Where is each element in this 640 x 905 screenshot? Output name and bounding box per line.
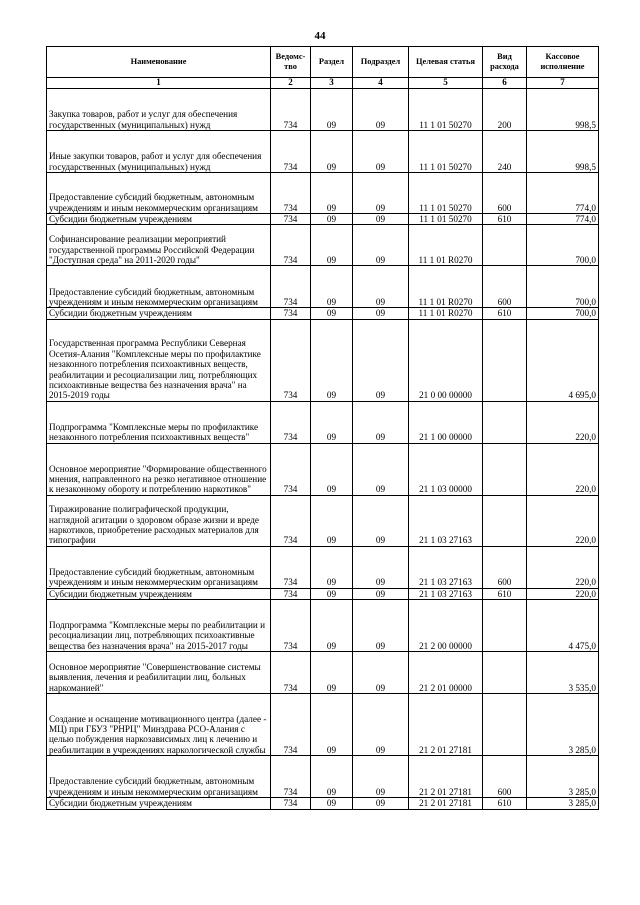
row-kind xyxy=(483,225,527,266)
row-amount: 220,0 xyxy=(527,546,599,588)
row-kind xyxy=(483,319,527,401)
row-dept: 734 xyxy=(271,495,311,546)
row-kind xyxy=(483,443,527,495)
column-number: 5 xyxy=(409,78,483,89)
row-kind xyxy=(483,600,527,652)
row-subsection: 09 xyxy=(353,401,409,443)
table-row xyxy=(47,495,599,546)
row-subsection: 09 xyxy=(353,694,409,756)
row-name: Софинансирование реализации мероприятий государственной программы Российской Федерации "Доступная среда" на 2011-2020 годы" xyxy=(47,225,271,266)
header-row xyxy=(47,47,599,78)
row-target: 21 2 01 27181 xyxy=(409,756,483,798)
table-row xyxy=(47,694,599,756)
header-section: Раздел xyxy=(311,47,353,78)
row-name: Иные закупки товаров, работ и услуг для обеспечения государственных (муниципальных) нужд xyxy=(47,131,271,173)
row-kind xyxy=(483,401,527,443)
row-subsection: 09 xyxy=(353,89,409,131)
row-target: 11 1 01 50270 xyxy=(409,131,483,173)
row-target: 21 1 03 27163 xyxy=(409,588,483,599)
row-dept: 734 xyxy=(271,319,311,401)
row-section: 09 xyxy=(311,89,353,131)
table-row xyxy=(47,173,599,214)
row-amount: 4 695,0 xyxy=(527,319,599,401)
header-subsection: Подраздел xyxy=(353,47,409,78)
row-kind: 600 xyxy=(483,266,527,308)
table-row xyxy=(47,214,599,225)
row-target: 21 1 03 27163 xyxy=(409,546,483,588)
row-kind xyxy=(483,694,527,756)
table-row xyxy=(47,652,599,694)
row-section: 09 xyxy=(311,756,353,798)
row-target: 11 1 01 50270 xyxy=(409,173,483,214)
row-amount: 3 285,0 xyxy=(527,798,599,809)
row-name: Подпрограмма "Комплексные меры по профилактике незаконного потребления психоактивных веществ" xyxy=(47,401,271,443)
row-name: Предоставление субсидий бюджетным, автономным учреждениям и иным некоммерческим организациям xyxy=(47,756,271,798)
row-target: 11 1 01 50270 xyxy=(409,214,483,225)
row-target: 11 1 01 R0270 xyxy=(409,225,483,266)
row-section: 09 xyxy=(311,495,353,546)
row-target: 21 1 03 00000 xyxy=(409,443,483,495)
row-name: Создание и оснащение мотивационного центра (далее - МЦ) при ГБУЗ "РНРЦ" Минздрава РСО-Алания с целью побуждения наркозависимых лиц к лечению и реабилитации в учреждениях наркологической службы xyxy=(47,694,271,756)
row-name: Основное мероприятие "Совершенствование системы выявления, лечения и реабилитации лиц, больных наркоманией" xyxy=(47,652,271,694)
row-dept: 734 xyxy=(271,546,311,588)
row-section: 09 xyxy=(311,131,353,173)
header-dept: Ведомс-тво xyxy=(271,47,311,78)
row-amount: 700,0 xyxy=(527,225,599,266)
row-amount: 3 285,0 xyxy=(527,694,599,756)
row-name: Предоставление субсидий бюджетным, автономным учреждениям и иным некоммерческим организациям xyxy=(47,266,271,308)
row-target: 21 2 01 27181 xyxy=(409,694,483,756)
row-target: 11 1 01 R0270 xyxy=(409,266,483,308)
row-kind: 610 xyxy=(483,214,527,225)
row-subsection: 09 xyxy=(353,214,409,225)
table-row xyxy=(47,89,599,131)
row-kind: 240 xyxy=(483,131,527,173)
row-dept: 734 xyxy=(271,756,311,798)
table-row xyxy=(47,401,599,443)
row-amount: 3 535,0 xyxy=(527,652,599,694)
row-subsection: 09 xyxy=(353,546,409,588)
row-section: 09 xyxy=(311,694,353,756)
row-kind xyxy=(483,495,527,546)
row-name: Субсидии бюджетным учреждениям xyxy=(47,588,271,599)
column-number: 6 xyxy=(483,78,527,89)
table-row xyxy=(47,546,599,588)
row-target: 21 1 03 27163 xyxy=(409,495,483,546)
row-amount: 220,0 xyxy=(527,495,599,546)
row-subsection: 09 xyxy=(353,173,409,214)
row-amount: 774,0 xyxy=(527,214,599,225)
row-kind: 610 xyxy=(483,588,527,599)
row-amount: 220,0 xyxy=(527,401,599,443)
row-amount: 774,0 xyxy=(527,173,599,214)
row-amount: 700,0 xyxy=(527,266,599,308)
row-amount: 998,5 xyxy=(527,131,599,173)
row-dept: 734 xyxy=(271,173,311,214)
column-number-row xyxy=(47,78,599,89)
row-section: 09 xyxy=(311,798,353,809)
row-kind: 610 xyxy=(483,308,527,319)
row-name: Тиражирование полиграфической продукции, наглядной агитации о здоровом образе жизни и вреде наркотиков, приобретение расходных материалов для типографии xyxy=(47,495,271,546)
table-row xyxy=(47,798,599,809)
row-dept: 734 xyxy=(271,798,311,809)
row-kind: 610 xyxy=(483,798,527,809)
row-dept: 734 xyxy=(271,131,311,173)
row-target: 21 0 00 00000 xyxy=(409,319,483,401)
row-target: 21 2 01 00000 xyxy=(409,652,483,694)
row-section: 09 xyxy=(311,443,353,495)
row-amount: 220,0 xyxy=(527,588,599,599)
row-amount: 998,5 xyxy=(527,89,599,131)
row-dept: 734 xyxy=(271,225,311,266)
row-name: Субсидии бюджетным учреждениям xyxy=(47,798,271,809)
row-kind: 600 xyxy=(483,173,527,214)
table-row xyxy=(47,266,599,308)
column-number: 3 xyxy=(311,78,353,89)
row-amount: 4 475,0 xyxy=(527,600,599,652)
row-section: 09 xyxy=(311,225,353,266)
row-target: 21 2 01 27181 xyxy=(409,798,483,809)
row-amount: 220,0 xyxy=(527,443,599,495)
row-subsection: 09 xyxy=(353,798,409,809)
row-name: Субсидии бюджетным учреждениям xyxy=(47,214,271,225)
row-name: Субсидии бюджетным учреждениям xyxy=(47,308,271,319)
row-name: Предоставление субсидий бюджетным, автономным учреждениям и иным некоммерческим организациям xyxy=(47,173,271,214)
header-kind: Вид расхода xyxy=(483,47,527,78)
row-target: 21 1 00 00000 xyxy=(409,401,483,443)
row-kind xyxy=(483,652,527,694)
row-subsection: 09 xyxy=(353,225,409,266)
row-name: Основное мероприятие "Формирование общественного мнения, направленного на резко негативное отношение к незаконному обороту и потреблению наркотиков" xyxy=(47,443,271,495)
table-row xyxy=(47,308,599,319)
column-number: 4 xyxy=(353,78,409,89)
row-section: 09 xyxy=(311,173,353,214)
row-subsection: 09 xyxy=(353,756,409,798)
row-kind: 600 xyxy=(483,546,527,588)
column-number: 7 xyxy=(527,78,599,89)
row-dept: 734 xyxy=(271,600,311,652)
row-target: 11 1 01 50270 xyxy=(409,89,483,131)
table-row xyxy=(47,319,599,401)
row-name: Предоставление субсидий бюджетным, автономным учреждениям и иным некоммерческим организациям xyxy=(47,546,271,588)
row-dept: 734 xyxy=(271,214,311,225)
page-number: 44 xyxy=(314,30,326,42)
row-dept: 734 xyxy=(271,89,311,131)
row-subsection: 09 xyxy=(353,443,409,495)
row-dept: 734 xyxy=(271,401,311,443)
row-target: 11 1 01 R0270 xyxy=(409,308,483,319)
row-subsection: 09 xyxy=(353,652,409,694)
row-name: Государственная программа Республики Северная Осетия-Алания "Комплексные меры по профилактике незаконного потребления психоактивных веществ, реабилитации и ресоциализации лиц, потребляющих психоактивные вещества без назначения врача" на 2015-2019 годы xyxy=(47,319,271,401)
table-body xyxy=(47,89,599,810)
row-section: 09 xyxy=(311,588,353,599)
row-dept: 734 xyxy=(271,588,311,599)
table-row xyxy=(47,588,599,599)
row-dept: 734 xyxy=(271,308,311,319)
table-row xyxy=(47,600,599,652)
row-dept: 734 xyxy=(271,266,311,308)
row-section: 09 xyxy=(311,266,353,308)
row-section: 09 xyxy=(311,652,353,694)
column-number: 1 xyxy=(47,78,271,89)
row-subsection: 09 xyxy=(353,495,409,546)
row-subsection: 09 xyxy=(353,131,409,173)
header-target: Целевая статья xyxy=(409,47,483,78)
column-number: 2 xyxy=(271,78,311,89)
row-subsection: 09 xyxy=(353,600,409,652)
header-amount: Кассовое исполнение xyxy=(527,47,599,78)
row-section: 09 xyxy=(311,214,353,225)
table-row xyxy=(47,131,599,173)
row-dept: 734 xyxy=(271,652,311,694)
table-row xyxy=(47,225,599,266)
header-name: Наименование xyxy=(47,47,271,78)
row-kind: 600 xyxy=(483,756,527,798)
row-name: Подпрограмма "Комплексные меры по реабилитации и ресоциализации лиц, потребляющих психоактивные вещества без назначения врача" на 2015-2017 годы xyxy=(47,600,271,652)
row-section: 09 xyxy=(311,546,353,588)
row-subsection: 09 xyxy=(353,588,409,599)
budget-table xyxy=(46,46,599,810)
row-subsection: 09 xyxy=(353,266,409,308)
row-subsection: 09 xyxy=(353,308,409,319)
row-section: 09 xyxy=(311,319,353,401)
row-dept: 734 xyxy=(271,694,311,756)
row-dept: 734 xyxy=(271,443,311,495)
row-target: 21 2 00 00000 xyxy=(409,600,483,652)
row-amount: 3 285,0 xyxy=(527,756,599,798)
row-name: Закупка товаров, работ и услуг для обеспечения государственных (муниципальных) нужд xyxy=(47,89,271,131)
row-kind: 200 xyxy=(483,89,527,131)
table-row xyxy=(47,756,599,798)
table-row xyxy=(47,443,599,495)
row-section: 09 xyxy=(311,308,353,319)
row-amount: 700,0 xyxy=(527,308,599,319)
row-section: 09 xyxy=(311,600,353,652)
row-subsection: 09 xyxy=(353,319,409,401)
row-section: 09 xyxy=(311,401,353,443)
